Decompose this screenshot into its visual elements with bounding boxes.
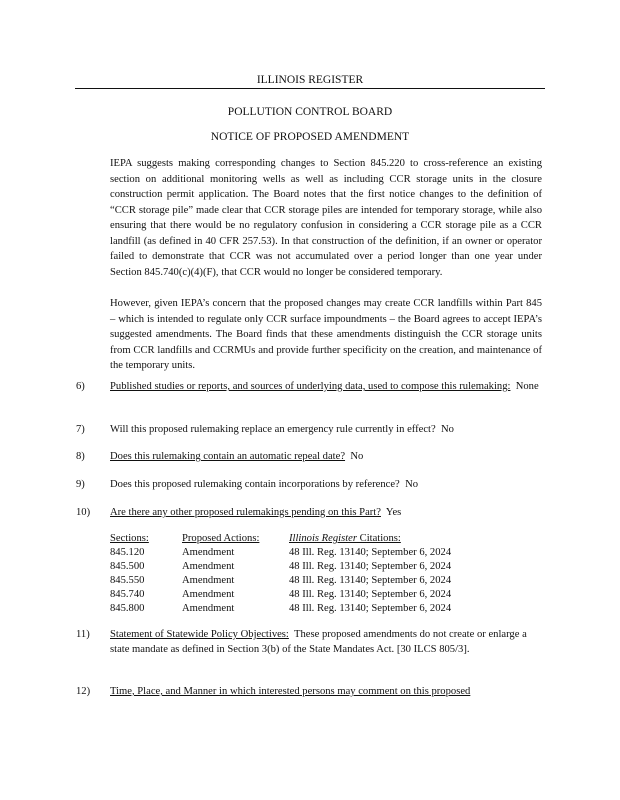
item-answer: None <box>515 381 539 392</box>
citation-cell: 48 Ill. Reg. 13140; September 6, 2024 <box>289 589 452 600</box>
item-number: 7) <box>76 424 85 435</box>
item-label: Statement of Statewide Policy Objectives: <box>110 629 289 640</box>
register-header: ILLINOIS REGISTER <box>256 74 364 86</box>
section-cell: 845.550 <box>110 575 145 586</box>
item-label: Does this proposed rulemaking contain incorporations by reference? <box>110 479 400 490</box>
section-cell: 845.120 <box>110 547 145 558</box>
item-label: Will this proposed rulemaking replace an emergency rule currently in effect? <box>110 424 436 435</box>
citations-header: Citations: <box>356 533 401 544</box>
table-row <box>110 560 451 574</box>
item-number: 10) <box>76 507 91 518</box>
sections-header: Sections: <box>110 533 149 544</box>
item-number: 12) <box>76 686 91 697</box>
pending-rulemakings-table <box>110 532 451 616</box>
item-label: Does this rulemaking contain an automatic repeal date? <box>110 451 346 462</box>
item-answer: These proposed amendments do not create or enlarge a state mandate as defined in Section 3(b) of the State Mandates Act. [30 ILCS 805/3]. <box>110 629 527 655</box>
table-row <box>110 574 451 588</box>
item-label: Are there any other proposed rulemakings pending on this Part? <box>110 507 381 518</box>
item-number: 11) <box>76 629 90 640</box>
citation-cell: 48 Ill. Reg. 13140; September 6, 2024 <box>289 547 452 558</box>
register-italic-header: Illinois Register <box>289 533 357 544</box>
item-number: 9) <box>76 479 85 490</box>
item-answer: Yes <box>385 507 402 518</box>
citation-cell: 48 Ill. Reg. 13140; September 6, 2024 <box>289 603 452 614</box>
action-cell: Amendment <box>182 575 235 586</box>
table-row <box>110 588 451 602</box>
item-label: Published studies or reports, and sources of underlying data, used to compose this rulemaking: <box>110 381 511 392</box>
action-cell: Amendment <box>182 561 235 572</box>
item-answer: No <box>441 424 454 435</box>
table-row <box>110 602 451 616</box>
section-cell: 845.740 <box>110 589 145 600</box>
item-label: Time, Place, and Manner in which interested persons may comment on this proposed <box>110 686 471 697</box>
table-header-row <box>110 532 451 546</box>
action-cell: Amendment <box>182 547 235 558</box>
paragraph-ccr-definition: IEPA suggests making corresponding changes to Section 845.220 to cross-reference an existing section on additional monitoring wells as well as including CCR storage units in the closure construction permit application. The Board notes that the first notice changes to the definition of “CCR storage pile” made clear that CCR storage piles are intended for temporary storage, while also ensuring that there would be no regulatory confusion in considering a CCR storage pile as a CCR landfill (as defined in 40 CFR 257.53). In that construction of the definition, if an owner or operator failed to demonstrate that CCR was not accumulated over a period longer than one year under Section 845.740(c)(4)(F), that CCR would no longer be considered temporary. <box>110 158 542 278</box>
item-number: 8) <box>76 451 85 462</box>
citation-cell: 48 Ill. Reg. 13140; September 6, 2024 <box>289 561 452 572</box>
header-rule <box>75 88 545 89</box>
paragraph-iepa-concern: However, given IEPA’s concern that the proposed changes may create CCR landfills within Part 845 – which is intended to regulate only CCR surface impoundments – the Board agrees to accept IEPA’s suggested amendments. The Board finds that these amendments distinguish the CCR storage units from CCR landfills and CCRMUs and provide further specificity on the creation, and maintenance of the temporary units. <box>110 298 542 371</box>
section-cell: 845.800 <box>110 603 145 614</box>
item-answer: No <box>350 451 364 462</box>
board-title: POLLUTION CONTROL BOARD <box>227 106 393 118</box>
section-cell: 845.500 <box>110 561 145 572</box>
citation-cell: 48 Ill. Reg. 13140; September 6, 2024 <box>289 575 452 586</box>
item-number: 6) <box>76 381 85 392</box>
action-cell: Amendment <box>182 603 235 614</box>
item-answer: No <box>405 479 419 490</box>
actions-header: Proposed Actions: <box>182 533 260 544</box>
action-cell: Amendment <box>182 589 235 600</box>
notice-title: NOTICE OF PROPOSED AMENDMENT <box>210 131 410 143</box>
table-row <box>110 546 451 560</box>
